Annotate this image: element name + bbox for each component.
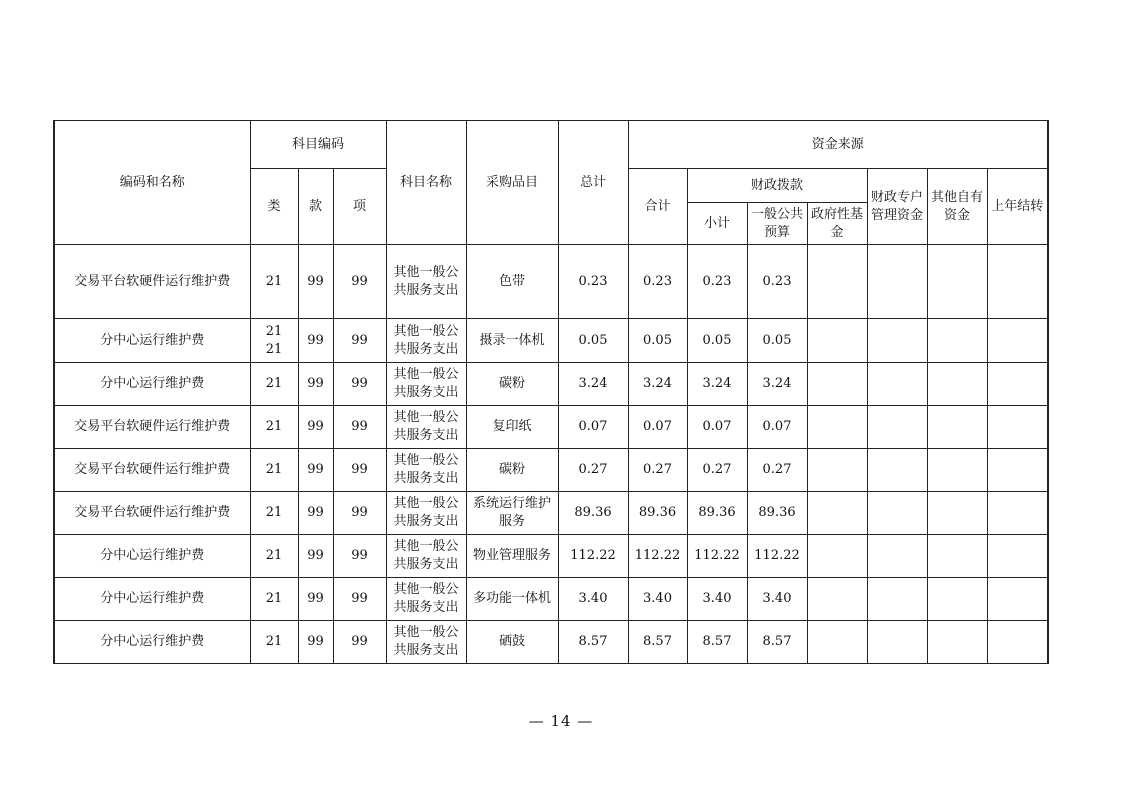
cell-subtotal: 89.36 [687, 492, 747, 535]
cell-code-name: 分中心运行维护费 [54, 578, 250, 621]
cell-lei-line: 21 [265, 341, 283, 357]
cell-total: 0.27 [558, 449, 628, 492]
cell-general-public-budget: 112.22 [747, 535, 807, 578]
cell-lei [250, 621, 298, 664]
cell-total: 3.40 [558, 578, 628, 621]
cell-subject-name [386, 578, 466, 621]
cell-xiang: 99 [333, 406, 386, 449]
cell-lei-line: 21 [265, 323, 283, 339]
cell-carryover [987, 492, 1048, 535]
cell-xiang: 99 [333, 621, 386, 664]
header-carryover: 上年结转 [987, 169, 1048, 245]
cell-general-public-budget: 0.27 [747, 449, 807, 492]
cell-subject-name-line: 其他一般公 [393, 367, 459, 382]
cell-xiang: 99 [333, 449, 386, 492]
cell-subject-name-line: 共服务支出 [393, 282, 459, 298]
cell-general-public-budget: 0.05 [747, 319, 807, 363]
cell-other-own-funds [927, 319, 987, 363]
cell-lei-line: 21 [265, 548, 283, 563]
cell-procurement-item-line: 色带 [499, 273, 526, 289]
procurement-budget-table [53, 120, 1049, 664]
table-row [54, 245, 1048, 319]
cell-heji: 89.36 [628, 492, 687, 535]
header-other-own-funds-line2: 资金 [944, 207, 971, 223]
cell-lei-line: 21 [265, 419, 283, 434]
cell-heji: 0.05 [628, 319, 687, 363]
cell-subtotal: 0.07 [687, 406, 747, 449]
cell-special-fiscal-funds [867, 245, 927, 319]
cell-heji: 0.23 [628, 245, 687, 319]
cell-subject-name-line: 其他一般公 [393, 539, 459, 554]
cell-subject-name-line: 共服务支出 [393, 557, 459, 572]
cell-subtotal: 3.40 [687, 578, 747, 621]
page-number: — 14 — [528, 712, 594, 730]
table-row [54, 449, 1048, 492]
cell-subtotal: 0.27 [687, 449, 747, 492]
header-procurement-item: 采购品目 [466, 121, 558, 245]
cell-heji: 0.27 [628, 449, 687, 492]
cell-code-name: 分中心运行维护费 [54, 363, 250, 406]
header-subtotal: 小计 [687, 203, 747, 245]
cell-lei [250, 578, 298, 621]
cell-subtotal: 0.05 [687, 319, 747, 363]
cell-government-fund [807, 245, 867, 319]
cell-xiang: 99 [333, 492, 386, 535]
cell-government-fund [807, 492, 867, 535]
cell-code-name: 交易平台软硬件运行维护费 [54, 492, 250, 535]
cell-total: 3.24 [558, 363, 628, 406]
header-subject-name: 科目名称 [386, 121, 466, 245]
cell-special-fiscal-funds [867, 578, 927, 621]
cell-other-own-funds [927, 245, 987, 319]
cell-carryover [987, 245, 1048, 319]
header-code-and-name: 编码和名称 [54, 121, 250, 245]
cell-code-name: 分中心运行维护费 [54, 535, 250, 578]
cell-subject-name-line: 共服务支出 [393, 514, 459, 529]
cell-heji: 3.24 [628, 363, 687, 406]
cell-subject-name-line: 其他一般公 [393, 582, 459, 597]
cell-special-fiscal-funds [867, 363, 927, 406]
header-xiang: 项 [333, 169, 386, 245]
cell-procurement-item [466, 245, 558, 319]
cell-procurement-item [466, 535, 558, 578]
cell-subject-name [386, 363, 466, 406]
cell-government-fund [807, 406, 867, 449]
cell-subject-name [386, 449, 466, 492]
cell-carryover [987, 319, 1048, 363]
table-row [54, 363, 1048, 406]
cell-subject-name [386, 319, 466, 363]
cell-subject-name-line: 其他一般公 [393, 453, 459, 468]
cell-subject-name-line: 共服务支出 [393, 428, 459, 443]
cell-special-fiscal-funds [867, 449, 927, 492]
cell-total: 0.05 [558, 319, 628, 363]
cell-carryover [987, 535, 1048, 578]
cell-subject-name-line: 其他一般公 [393, 264, 459, 280]
cell-lei-line: 21 [265, 462, 283, 477]
header-general-public-budget-line2: 预算 [764, 224, 791, 240]
cell-kuan: 99 [298, 621, 333, 664]
cell-lei [250, 245, 298, 319]
header-special-fiscal-funds [867, 169, 927, 245]
cell-special-fiscal-funds [867, 319, 927, 363]
cell-code-name: 交易平台软硬件运行维护费 [54, 245, 250, 319]
cell-code-name: 分中心运行维护费 [54, 319, 250, 363]
cell-carryover [987, 621, 1048, 664]
cell-other-own-funds [927, 578, 987, 621]
cell-procurement-item [466, 319, 558, 363]
header-government-fund-line1: 政府性基 [811, 206, 864, 222]
cell-subject-name [386, 245, 466, 319]
cell-xiang: 99 [333, 319, 386, 363]
cell-subject-name-line: 共服务支出 [393, 643, 459, 658]
header-kuan: 款 [298, 169, 333, 245]
cell-carryover [987, 449, 1048, 492]
table-row [54, 406, 1048, 449]
cell-government-fund [807, 535, 867, 578]
cell-subtotal: 8.57 [687, 621, 747, 664]
cell-total: 112.22 [558, 535, 628, 578]
cell-subject-name-line: 共服务支出 [393, 600, 459, 615]
cell-subtotal: 0.23 [687, 245, 747, 319]
table-row [54, 621, 1048, 664]
cell-lei [250, 363, 298, 406]
cell-lei-line: 21 [265, 273, 283, 289]
cell-subject-name [386, 406, 466, 449]
cell-total: 89.36 [558, 492, 628, 535]
cell-procurement-item-line: 碳粉 [499, 376, 526, 391]
cell-general-public-budget: 3.24 [747, 363, 807, 406]
cell-xiang: 99 [333, 578, 386, 621]
header-government-fund [807, 203, 867, 245]
cell-kuan: 99 [298, 578, 333, 621]
cell-procurement-item [466, 363, 558, 406]
cell-general-public-budget: 3.40 [747, 578, 807, 621]
table-row [54, 492, 1048, 535]
cell-kuan: 99 [298, 319, 333, 363]
cell-subject-name-line: 其他一般公 [393, 410, 459, 425]
header-special-fiscal-funds-line1: 财政专户 [871, 189, 924, 205]
cell-special-fiscal-funds [867, 535, 927, 578]
cell-heji: 112.22 [628, 535, 687, 578]
header-subject-code: 科目编码 [250, 121, 386, 169]
cell-subject-name [386, 492, 466, 535]
cell-kuan: 99 [298, 363, 333, 406]
cell-procurement-item-line: 系统运行维护 [473, 496, 552, 511]
cell-procurement-item-line: 服务 [499, 514, 526, 529]
cell-xiang: 99 [333, 363, 386, 406]
cell-special-fiscal-funds [867, 406, 927, 449]
cell-lei [250, 492, 298, 535]
cell-total: 8.57 [558, 621, 628, 664]
cell-subtotal: 112.22 [687, 535, 747, 578]
cell-procurement-item [466, 492, 558, 535]
cell-procurement-item-line: 物业管理服务 [473, 548, 552, 563]
cell-code-name: 交易平台软硬件运行维护费 [54, 406, 250, 449]
cell-kuan: 99 [298, 449, 333, 492]
cell-other-own-funds [927, 492, 987, 535]
cell-procurement-item [466, 621, 558, 664]
cell-subject-name-line: 其他一般公 [393, 323, 459, 339]
cell-lei-line: 21 [265, 634, 283, 649]
cell-subject-name-line: 其他一般公 [393, 496, 459, 511]
cell-lei [250, 406, 298, 449]
cell-kuan: 99 [298, 406, 333, 449]
cell-heji: 8.57 [628, 621, 687, 664]
table-row [54, 319, 1048, 363]
cell-procurement-item [466, 406, 558, 449]
header-general-public-budget [747, 203, 807, 245]
cell-government-fund [807, 621, 867, 664]
header-heji: 合计 [628, 169, 687, 245]
table-row [54, 578, 1048, 621]
cell-general-public-budget: 0.07 [747, 406, 807, 449]
header-lei: 类 [250, 169, 298, 245]
cell-code-name: 交易平台软硬件运行维护费 [54, 449, 250, 492]
cell-carryover [987, 363, 1048, 406]
cell-subject-name-line: 共服务支出 [393, 385, 459, 400]
cell-lei-line: 21 [265, 591, 283, 606]
cell-procurement-item-line: 复印纸 [492, 419, 532, 434]
cell-subject-name-line: 共服务支出 [393, 471, 459, 486]
cell-subject-name [386, 535, 466, 578]
cell-other-own-funds [927, 363, 987, 406]
cell-procurement-item [466, 449, 558, 492]
cell-total: 0.23 [558, 245, 628, 319]
cell-government-fund [807, 319, 867, 363]
cell-government-fund [807, 363, 867, 406]
cell-kuan: 99 [298, 245, 333, 319]
cell-heji: 0.07 [628, 406, 687, 449]
cell-procurement-item-line: 多功能一体机 [473, 591, 552, 606]
header-fiscal-allocation: 财政拨款 [687, 169, 867, 203]
header-other-own-funds-line1: 其他自有 [931, 189, 984, 205]
header-government-fund-line2: 金 [830, 224, 844, 240]
cell-procurement-item-line: 摄录一体机 [479, 332, 545, 348]
header-other-own-funds [927, 169, 987, 245]
cell-carryover [987, 406, 1048, 449]
header-special-fiscal-funds-line2: 管理资金 [871, 207, 924, 223]
header-general-public-budget-line1: 一般公共 [751, 206, 804, 222]
cell-other-own-funds [927, 406, 987, 449]
table-row [54, 535, 1048, 578]
cell-code-name: 分中心运行维护费 [54, 621, 250, 664]
cell-lei [250, 535, 298, 578]
cell-general-public-budget: 8.57 [747, 621, 807, 664]
cell-lei [250, 319, 298, 363]
cell-subject-name-line: 其他一般公 [393, 625, 459, 640]
cell-carryover [987, 578, 1048, 621]
cell-lei-line: 21 [265, 505, 283, 520]
cell-subject-name-line: 共服务支出 [393, 341, 459, 357]
cell-procurement-item-line: 碳粉 [499, 462, 526, 477]
cell-special-fiscal-funds [867, 492, 927, 535]
cell-government-fund [807, 449, 867, 492]
cell-total: 0.07 [558, 406, 628, 449]
cell-other-own-funds [927, 621, 987, 664]
cell-kuan: 99 [298, 535, 333, 578]
header-funding-source: 资金来源 [628, 121, 1048, 169]
cell-government-fund [807, 578, 867, 621]
cell-kuan: 99 [298, 492, 333, 535]
cell-procurement-item [466, 578, 558, 621]
cell-heji: 3.40 [628, 578, 687, 621]
cell-xiang: 99 [333, 535, 386, 578]
cell-general-public-budget: 0.23 [747, 245, 807, 319]
cell-xiang: 99 [333, 245, 386, 319]
cell-other-own-funds [927, 449, 987, 492]
cell-procurement-item-line: 硒鼓 [499, 634, 526, 649]
cell-subtotal: 3.24 [687, 363, 747, 406]
header-total: 总计 [558, 121, 628, 245]
cell-general-public-budget: 89.36 [747, 492, 807, 535]
cell-lei-line: 21 [265, 376, 283, 391]
cell-other-own-funds [927, 535, 987, 578]
cell-subject-name [386, 621, 466, 664]
cell-special-fiscal-funds [867, 621, 927, 664]
cell-lei [250, 449, 298, 492]
